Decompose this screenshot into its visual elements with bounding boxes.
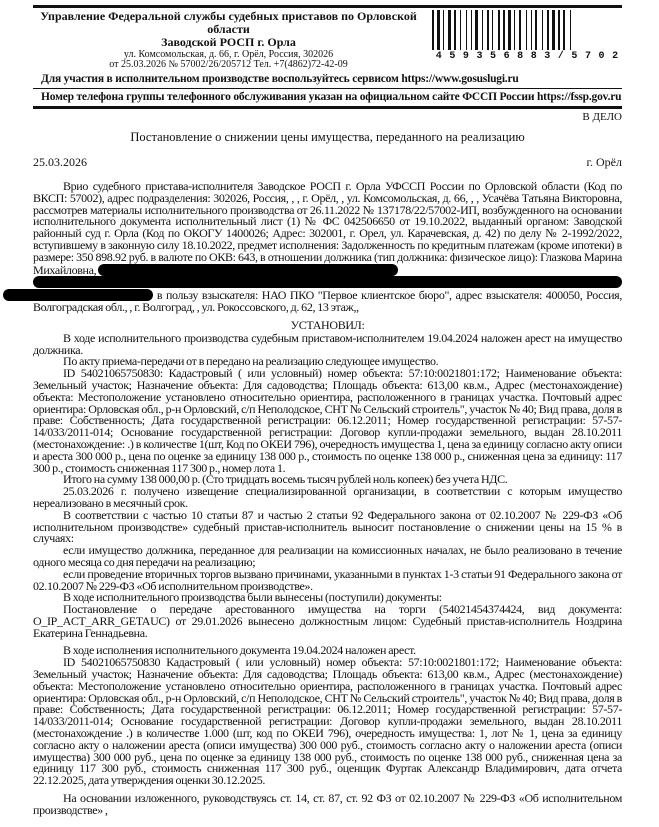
- barcode-digit: 6: [503, 51, 510, 62]
- barcode-digit: 5: [449, 51, 456, 62]
- barcode-digit: 7: [584, 51, 591, 62]
- document-body: [33, 181, 622, 817]
- redaction: [33, 276, 622, 288]
- barcode-bar: [445, 10, 447, 50]
- barcode-bar: [492, 10, 493, 50]
- body-paragraph: 25.03.2026 г. получено извещение специализированной организации, в соответствии с которым имущество нереализовано в месячный срок.: [33, 484, 622, 510]
- address-line: ул. Комсомольская, д. 66, г. Орёл, Россия, 302026: [123, 49, 334, 60]
- barcode-bar: [506, 10, 507, 50]
- barcode-bar: [522, 10, 525, 50]
- body-paragraph: если имущество должника, переданное для реализации на комиссионных началах, не было реализовано в течение одного месяца со дня передачи на реализацию;: [33, 543, 622, 569]
- barcode: [432, 10, 622, 50]
- barcode-bar: [457, 10, 459, 50]
- barcode-bar: [516, 10, 518, 50]
- barcode-digit: 5: [490, 51, 497, 62]
- barcode-digit: 3: [544, 51, 551, 62]
- barcode-bar: [538, 10, 541, 50]
- body-paragraph: ID 54021065750830 Кадастровый ( или условный) номер объекта: 57:10:0021801:172; Наименование объекта: Земельный участок; Назначение объекта: Для садоводства; Площадь объекта: 613,00 кв.м., Адрес (местонахождение) объекта: Местоположение установлено относительно ориентира, расположенного в границах участка. Почтовый адрес ориентира: Орловская обл., р-н Орловский, с/п Неполодское, СНТ № Сельский строитель", участок № 40; Вид права, доля в праве: Собственность; Дата государственной регистрации: 06.12.2011; Номер государственной регистрации: 57-57-14/033/2011-014; Основание государственной регистрации: Договор купли-продажи земельного, выдан 28.10.2011 (местонахождение .) в количестве 1.000 (шт, код по ОКЕИ 796), очередность имущества: 1, лот № 1, цена за единицу согласно акту о наложении ареста (описи имущества) 300 000 руб., стоимость согласно акту о наложении ареста (описи имущества) 300 000 руб., цена по оценке за единицу 138 000 руб., стоимость по оценке 138 000 руб., сниженная цена за единицу 117 300 руб., стоимость сниженная 117 300 руб., оценщик Фуртак Александр Владимирович, дата отчета 22.12.2025, дата утверждения оценки 30.12.2025.: [33, 655, 622, 788]
- barcode-bar: [475, 10, 478, 50]
- established-heading: УСТАНОВИЛ:: [290, 317, 365, 332]
- barcode-bar: [443, 10, 444, 50]
- barcode-digit: 8: [517, 51, 524, 62]
- barcode-bar: [512, 10, 513, 50]
- body-paragraph: По акту приема-передачи от в передано на реализацию следующее имущество.: [63, 354, 439, 369]
- barcode-bar: [473, 10, 474, 50]
- barcode-digit: /: [557, 51, 564, 62]
- barcode-bar: [533, 10, 534, 50]
- barcode-bar: [437, 10, 440, 50]
- barcode-bar: [558, 10, 560, 50]
- barcode-digit: 0: [598, 51, 605, 62]
- barcode-bar: [454, 10, 456, 50]
- barcode-bar: [535, 10, 537, 50]
- barcode-bar: [435, 10, 436, 50]
- body-paragraph: В ходе исполнительного производства судебным приставом-исполнителем 19.04.2024 наложен арест на имущество должника.: [33, 330, 622, 357]
- barcode-bar: [441, 10, 442, 50]
- barcode-bar: [448, 10, 451, 50]
- barcode-bar: [542, 10, 543, 50]
- document-header: [33, 5, 622, 109]
- barcode-bar: [482, 10, 483, 50]
- barcode-bar: [556, 10, 557, 50]
- barcode-bar: [526, 10, 527, 50]
- body-paragraph: ID 54021065750830: Кадастровый ( или условный) номер объекта: 57:10:0021801:172; Наименование объекта: Земельный участок; Назначение объекта: Для садоводства; Площадь объекта: 613,00 кв.м., Адрес (местонахождение) объекта: Местоположение установлено относительно ориентира, расположенного в границах участка. Почтовый адрес ориентира: Орловская обл., р-н Орловский, с/п Неполодское, СНТ № Сельский строитель", участок № 40; Вид права, доля в праве: Собственность; Дата государственной регистрации: 06.12.2011; Номер государственной регистрации: 57-57-14/033/2011-014; Основание государственной регистрации: Договор купли-продажи земельного, выдан 28.10.2011 (местонахождение: .) в количестве 1(шт, Код по ОКЕИ 796), очередность имущества 1, цена за единицу согласно акту описи и ареста 300 000 р., цена по оценке за единицу 138 000 р., стоимость по оценке 138 000 р., сниженная цена за единицу: 117 300 р., стоимость сниженная 117 300 р., номер лота 1.: [33, 366, 622, 475]
- phone-note: Номер телефона группы телефонного обслуживания указан на официальном сайте ФССП России https://fssp.gov.ru: [33, 89, 622, 109]
- barcode-bar: [566, 10, 569, 50]
- org-address: [33, 50, 424, 70]
- organization-name: [33, 10, 424, 49]
- body-paragraph: если проведение вторичных торгов вызвано причинами, указанными в пунктах 1-3 статьи 91 Федерального закона от 02.10.2007 № 229-ФЗ «Об исполнительном производстве».: [33, 566, 622, 593]
- barcode-bar: [487, 10, 489, 50]
- intro-paragraph: [33, 181, 622, 314]
- barcode-bar: [501, 10, 502, 50]
- barcode-digit: 3: [476, 51, 483, 62]
- barcode-bar: [508, 10, 511, 50]
- body-paragraph: На основании изложенного, руководствуясь ст. 14, ст. 87, ст. 92 ФЗ от 02.10.2007 № 229-ФЗ «Об исполнительном производстве» ,: [33, 791, 622, 817]
- barcode-bar: [570, 10, 571, 50]
- barcode-bar: [544, 10, 546, 50]
- barcode-bar: [494, 10, 497, 50]
- barcode-bar: [462, 10, 465, 50]
- intro-text-continued: в пользу взыскателя: НАО ПКО "Первое клиентское бюро", адрес взыскателя: 400050, Россия, Волгоградская обл., , г. Волгоград, , ул. Рокоссовского, д. 62, 13 этаж,,: [33, 288, 622, 315]
- body-paragraph: В ходе исполнительного производства были вынесены (поступили) документы:: [63, 590, 442, 605]
- document-title: Постановление о снижении цены имущества, переданного на реализацию: [130, 130, 525, 144]
- barcode-bar: [547, 10, 549, 50]
- barcode-bar: [519, 10, 521, 50]
- body-paragraph: Итого на сумму 138 000,00 р. (Сто тридцать восемь тысяч рублей ноль копеек) без учета НДС.: [63, 472, 508, 487]
- barcode-bar: [479, 10, 481, 50]
- gosuslugi-note: Для участия в исполнительном производстве воспользуйтесь сервисом https://www.gosuslugi.ru: [33, 73, 622, 89]
- body-paragraph: В ходе исполнения исполнительного документа 19.04.2024 наложен арест.: [63, 643, 416, 658]
- barcode-digit: 8: [530, 51, 537, 62]
- barcode-bar: [503, 10, 505, 50]
- registration-line: от 25.03.2026 № 57002/26/205712 Тел. +7(4862)72-42-09: [109, 59, 348, 70]
- org-line-2: Заводской РОСП г. Орла: [161, 35, 296, 49]
- barcode-bar: [460, 10, 461, 50]
- redaction: [98, 264, 398, 276]
- barcode-digits: [432, 51, 622, 62]
- barcode-digit: 9: [462, 51, 469, 62]
- barcode-digit: 2: [612, 51, 619, 62]
- barcode-bar: [563, 10, 565, 50]
- organization-block: [33, 10, 424, 70]
- barcode-bar: [498, 10, 500, 50]
- barcode-bar: [552, 10, 555, 50]
- delo-mark: В ДЕЛО: [582, 111, 622, 123]
- document-city: г. Орёл: [586, 155, 622, 169]
- barcode-block: [432, 10, 622, 62]
- header-top-row: [33, 8, 622, 70]
- paragraphs: [33, 330, 622, 817]
- document-date: 25.03.2026: [33, 155, 87, 169]
- body-paragraph: Постановление о передаче арестованного имущества на торги (54021454374424, вид документа: O_IP_ACT_ARR_GETAUC) от 29.01.2026 вынесено должностным лицом: Судебный пристав-исполнитель Ноздрина Екатерина Геннадьевна.: [33, 602, 622, 640]
- barcode-bar: [466, 10, 467, 50]
- barcode-bar: [528, 10, 530, 50]
- barcode-digit: 5: [571, 51, 578, 62]
- date-city-row: [33, 155, 622, 169]
- barcode-bar: [471, 10, 472, 50]
- barcode-bar: [452, 10, 453, 50]
- barcode-bar: [484, 10, 486, 50]
- barcode-bar: [550, 10, 551, 50]
- intro-text: Врио судебного пристава-исполнителя Заводское РОСП г. Орла УФССП России по Орловской области (Код по ВКСП: 57002), адрес подразделения: 302026, Россия, , , г. Орёл, , ул. Комсомольская, д. 66, , , Усачёва Татьяна Викторовна, рассмотрев материалы исполнительного производства от 26.11.2022 № 137178/22/57002-ИП, возбужденного на основании исполнительного документа исполнительный лист (1) № ФС 042506650 от 19.10.2022, выданный органом: Заводской районный суд г. Орла (Код по ОКОГУ 1400026; Адрес: 302001, г. Орел, ул. Карачевская, д. 42) по делу № 2-1992/2022, вступившему в законную силу 18.10.2022, предмет исполнения: Задолженность по кредитным платежам (кроме ипотеки) в размере: 350 898.92 руб. в валюте по ОКВ: 643, в отношении должника (тип должника: физическое лицо): Глазкова Марина Михайловна,: [33, 179, 622, 277]
- barcode-bar: [531, 10, 532, 50]
- body-paragraph: В соответствии с частью 10 статьи 87 и частью 2 статьи 92 Федерального закона от 02.10.2007 № 229-ФЗ «Об исполнительном производстве» судебный пристав-исполнитель выносит постановление о снижении цены на 15 % в случаях:: [33, 507, 622, 546]
- barcode-bar: [468, 10, 470, 50]
- barcode-digit: 4: [435, 51, 442, 62]
- barcode-bar: [514, 10, 515, 50]
- barcode-bar: [432, 10, 434, 50]
- barcode-bar: [561, 10, 562, 50]
- barcode-bar: [490, 10, 491, 50]
- org-line-1: Управление Федеральной службы судебных приставов по Орловской области: [40, 9, 417, 36]
